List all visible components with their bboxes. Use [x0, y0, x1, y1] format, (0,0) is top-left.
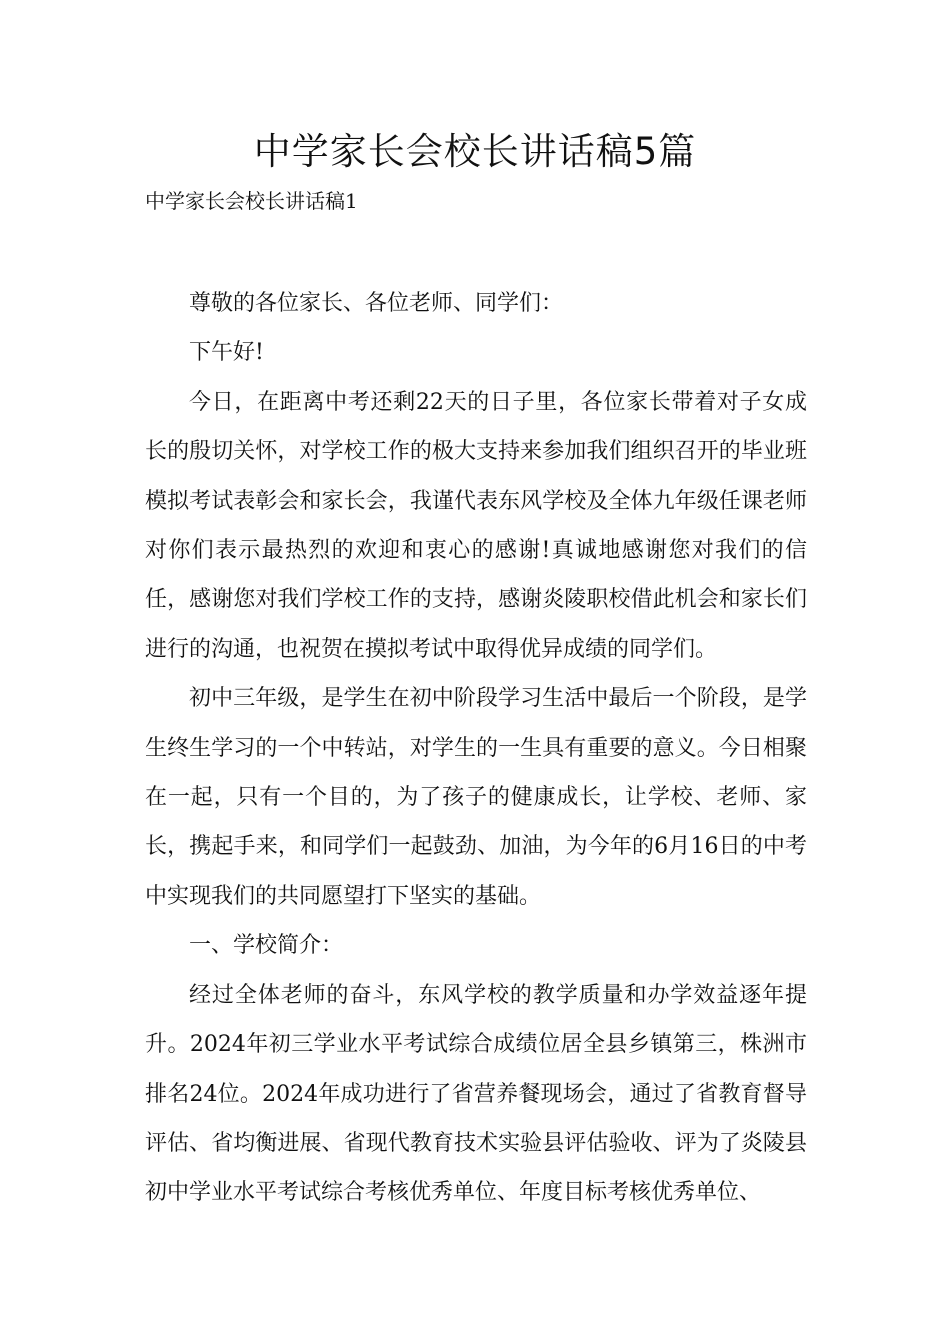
body-paragraph: 初中三年级，是学生在初中阶段学习生活中最后一个阶段，是学生终生学习的一个中转站，对学生的一生具有重要的意义。今日相聚在一起，只有一个目的，为了孩子的健康成长，让学校、老师、家长，携起手来，和同学们一起鼓劲、加油，为今年的6月16日的中考中实现我们的共同愿望打下坚实的基础。: [145, 686, 807, 909]
section-heading: 一、学校简介：: [189, 933, 344, 959]
document-title: 中学家长会校长讲话稿5篇: [253, 130, 697, 173]
body-paragraph: 今日，在距离中考还剩22天的日子里，各位家长带着对子女成长的殷切关怀，对学校工作的极大支持来参加我们组织召开的毕业班模拟考试表彰会和家长会，我谨代表东风学校及全体九年级任课老师对你们表示最热烈的欢迎和衷心的感谢!真诚地感谢您对我们的信任，感谢您对我们学校工作的支持，感谢炎陵职校借此机会和家长们进行的沟通，也祝贺在摸拟考试中取得优异成绩的同学们。: [145, 389, 807, 662]
salutation-paragraph: 尊敬的各位家长、各位老师、同学们：: [189, 291, 564, 316]
greeting-paragraph: 下午好!: [189, 340, 264, 366]
document-body: [145, 279, 807, 1218]
body-paragraph: 经过全体老师的奋斗，东风学校的教学质量和办学效益逐年提升。2024年初三学业水平考试综合成绩位居全县乡镇第三，株洲市排名24位。2024年成功进行了省营养餐现场会，通过了省教育督导评估、省均衡进展、省现代教育技术实验县评估验收、评为了炎陵县初中学业水平考试综合考核优秀单位、年度目标考核优秀单位、: [145, 982, 807, 1206]
document-subtitle: 中学家长会校长讲话稿1: [145, 189, 358, 213]
